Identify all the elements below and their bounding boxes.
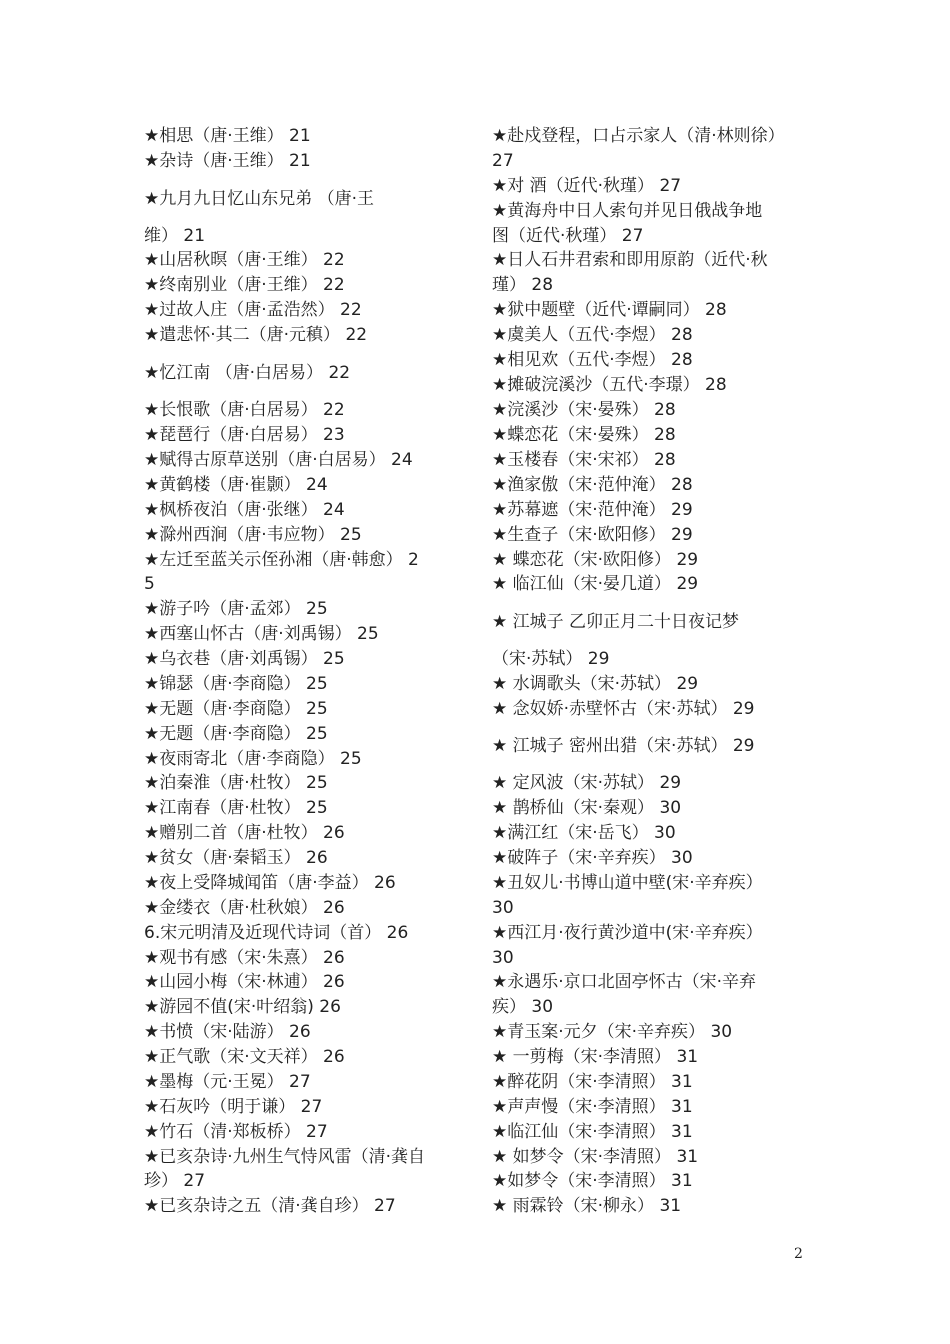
toc-entry[interactable]: ★青玉案·元夕（宋·辛弃疾） 30 (492, 1022, 733, 1042)
toc-entry[interactable]: ★ 雨霖铃（宋·柳永） 31 (492, 1196, 682, 1216)
toc-entry[interactable]: ★西江月·夜行黄沙道中(宋·辛弃疾） (492, 923, 763, 943)
toc-entry[interactable]: ★苏幕遮（宋·范仲淹） 29 (492, 500, 693, 520)
toc-entry[interactable]: ★山居秋暝（唐·王维） 22 (144, 250, 345, 270)
toc-entry[interactable]: ★永遇乐·京口北固亭怀古（宋·辛弃 (492, 972, 757, 992)
toc-entry[interactable]: ★摊破浣溪沙（五代·李璟） 28 (492, 375, 727, 395)
toc-entry[interactable]: ★丑奴儿·书博山道中壁(宋·辛弃疾） (492, 873, 763, 893)
toc-entry[interactable]: ★满江红（宋·岳飞） 30 (492, 823, 676, 843)
toc-entry[interactable]: ★ 水调歌头（宋·苏轼） 29 (492, 674, 699, 694)
toc-entry-continuation[interactable]: 30 (492, 898, 514, 918)
toc-entry[interactable]: ★狱中题壁（近代·谭嗣同） 28 (492, 300, 727, 320)
toc-entry[interactable]: ★赠别二首（唐·杜牧） 26 (144, 823, 345, 843)
toc-entry[interactable]: ★乌衣巷（唐·刘禹锡） 25 (144, 649, 345, 669)
toc-entry[interactable]: ★虞美人（五代·李煜） 28 (492, 325, 693, 345)
toc-entry[interactable]: ★渔家傲（宋·范仲淹） 28 (492, 475, 693, 495)
toc-entry[interactable]: ★遣悲怀·其二（唐·元稹） 22 (144, 325, 368, 345)
toc-entry[interactable]: ★ 如梦令（宋·李清照） 31 (492, 1147, 699, 1167)
toc-entry[interactable]: ★杂诗（唐·王维） 21 (144, 151, 311, 171)
toc-entry[interactable]: ★玉楼春（宋·宋祁） 28 (492, 450, 676, 470)
toc-entry-continuation[interactable]: 5 (144, 574, 155, 594)
toc-entry[interactable]: ★无题（唐·李商隐） 25 (144, 699, 328, 719)
toc-entry[interactable]: ★破阵子（宋·辛弃疾） 30 (492, 848, 693, 868)
toc-entry-continuation[interactable]: 维） 21 (144, 226, 206, 246)
toc-entry[interactable]: ★ 临江仙（宋·晏几道） 29 (492, 574, 699, 594)
toc-entry[interactable]: ★蝶恋花（宋·晏殊） 28 (492, 425, 676, 445)
toc-entry-continuation[interactable]: 27 (492, 151, 514, 171)
toc-entry[interactable]: ★如梦令（宋·李清照） 31 (492, 1171, 693, 1191)
toc-entry[interactable]: ★赋得古原草送别（唐·白居易） 24 (144, 450, 413, 470)
toc-entry[interactable]: ★夜上受降城闻笛（唐·李益） 26 (144, 873, 396, 893)
toc-entry[interactable]: ★临江仙（宋·李清照） 31 (492, 1122, 693, 1142)
toc-entry[interactable]: ★赴戍登程，口占示家人（清·林则徐） (492, 126, 785, 146)
toc-entry[interactable]: ★已亥杂诗·九州生气恃风雷（清·龚自 (144, 1147, 426, 1167)
toc-entry[interactable]: ★墨梅（元·王冕） 27 (144, 1072, 311, 1092)
toc-entry[interactable]: ★游园不值(宋·叶绍翁) 26 (144, 997, 341, 1017)
toc-entry[interactable]: ★已亥杂诗之五（清·龚自珍） 27 (144, 1196, 396, 1216)
toc-entry[interactable]: ★石灰吟（明于谦） 27 (144, 1097, 323, 1117)
toc-entry[interactable]: ★声声慢（宋·李清照） 31 (492, 1097, 693, 1117)
toc-entry[interactable]: ★泊秦淮（唐·杜牧） 25 (144, 773, 328, 793)
toc-entry[interactable]: ★ 定风波（宋·苏轼） 29 (492, 773, 682, 793)
toc-entry[interactable]: ★黄鹤楼（唐·崔颢） 24 (144, 475, 328, 495)
toc-entry-continuation[interactable]: 图（近代·秋瑾） 27 (492, 226, 644, 246)
toc-entry[interactable]: ★ 江城子 密州出猎（宋·苏轼） 29 (492, 736, 755, 756)
toc-entry-continuation[interactable]: （宋·苏轼） 29 (492, 649, 610, 669)
page-number: 2 (794, 1246, 803, 1262)
toc-entry-continuation[interactable]: 瑾） 28 (492, 275, 554, 295)
toc-entry[interactable]: ★ 蝶恋花（宋·欧阳修） 29 (492, 550, 699, 570)
toc-entry[interactable]: ★枫桥夜泊（唐·张继） 24 (144, 500, 345, 520)
toc-section-heading[interactable]: 6.宋元明清及近现代诗词（首） 26 (144, 923, 409, 943)
toc-entry-continuation[interactable]: 30 (492, 948, 514, 968)
toc-entry[interactable]: ★无题（唐·李商隐） 25 (144, 724, 328, 744)
toc-entry[interactable]: ★ 江城子 乙卯正月二十日夜记梦 (492, 612, 740, 632)
toc-entry[interactable]: ★九月九日忆山东兄弟 （唐·王 (144, 189, 375, 209)
toc-entry[interactable]: ★对 酒（近代·秋瑾） 27 (492, 176, 682, 196)
toc-entry[interactable]: ★竹石（清·郑板桥） 27 (144, 1122, 328, 1142)
toc-entry[interactable]: ★滁州西涧（唐·韦应物） 25 (144, 525, 362, 545)
toc-entry[interactable]: ★日人石井君索和即用原韵（近代·秋 (492, 250, 768, 270)
toc-entry[interactable]: ★终南别业（唐·王维） 22 (144, 275, 345, 295)
toc-entry[interactable]: ★金缕衣（唐·杜秋娘） 26 (144, 898, 345, 918)
toc-entry[interactable]: ★左迁至蓝关示侄孙湘（唐·韩愈） 2 (144, 550, 419, 570)
toc-right-column (492, 0, 832, 1344)
toc-entry-continuation[interactable]: 珍） 27 (144, 1171, 206, 1191)
toc-entry[interactable]: ★贫女（唐·秦韬玉） 26 (144, 848, 328, 868)
toc-entry[interactable]: ★生查子（宋·欧阳修） 29 (492, 525, 693, 545)
toc-entry[interactable]: ★观书有感（宋·朱熹） 26 (144, 948, 345, 968)
toc-entry[interactable]: ★锦瑟（唐·李商隐） 25 (144, 674, 328, 694)
toc-entry[interactable]: ★夜雨寄北（唐·李商隐） 25 (144, 749, 362, 769)
toc-entry[interactable]: ★正气歌（宋·文天祥） 26 (144, 1047, 345, 1067)
toc-entry[interactable]: ★相见欢（五代·李煜） 28 (492, 350, 693, 370)
toc-entry[interactable]: ★游子吟（唐·孟郊） 25 (144, 599, 328, 619)
toc-entry[interactable]: ★黄海舟中日人索句并见日俄战争地 (492, 201, 763, 221)
toc-entry[interactable]: ★浣溪沙（宋·晏殊） 28 (492, 400, 676, 420)
toc-entry[interactable]: ★相思（唐·王维） 21 (144, 126, 311, 146)
toc-entry[interactable]: ★忆江南 （唐·白居易） 22 (144, 363, 351, 383)
toc-entry[interactable]: ★西塞山怀古（唐·刘禹锡） 25 (144, 624, 379, 644)
toc-entry[interactable]: ★ 鹊桥仙（宋·秦观） 30 (492, 798, 682, 818)
toc-entry[interactable]: ★山园小梅（宋·林逋） 26 (144, 972, 345, 992)
toc-entry[interactable]: ★书愤（宋·陆游） 26 (144, 1022, 311, 1042)
toc-entry[interactable]: ★长恨歌（唐·白居易） 22 (144, 400, 345, 420)
toc-entry[interactable]: ★琵琶行（唐·白居易） 23 (144, 425, 345, 445)
toc-left-column (144, 0, 484, 1344)
toc-entry[interactable]: ★江南春（唐·杜牧） 25 (144, 798, 328, 818)
toc-entry[interactable]: ★ 念奴娇·赤壁怀古（宋·苏轼） 29 (492, 699, 755, 719)
toc-entry[interactable]: ★过故人庄（唐·孟浩然） 22 (144, 300, 362, 320)
toc-entry[interactable]: ★ 一剪梅（宋·李清照） 31 (492, 1047, 699, 1067)
toc-entry-continuation[interactable]: 疾） 30 (492, 997, 554, 1017)
toc-entry[interactable]: ★醉花阴（宋·李清照） 31 (492, 1072, 693, 1092)
